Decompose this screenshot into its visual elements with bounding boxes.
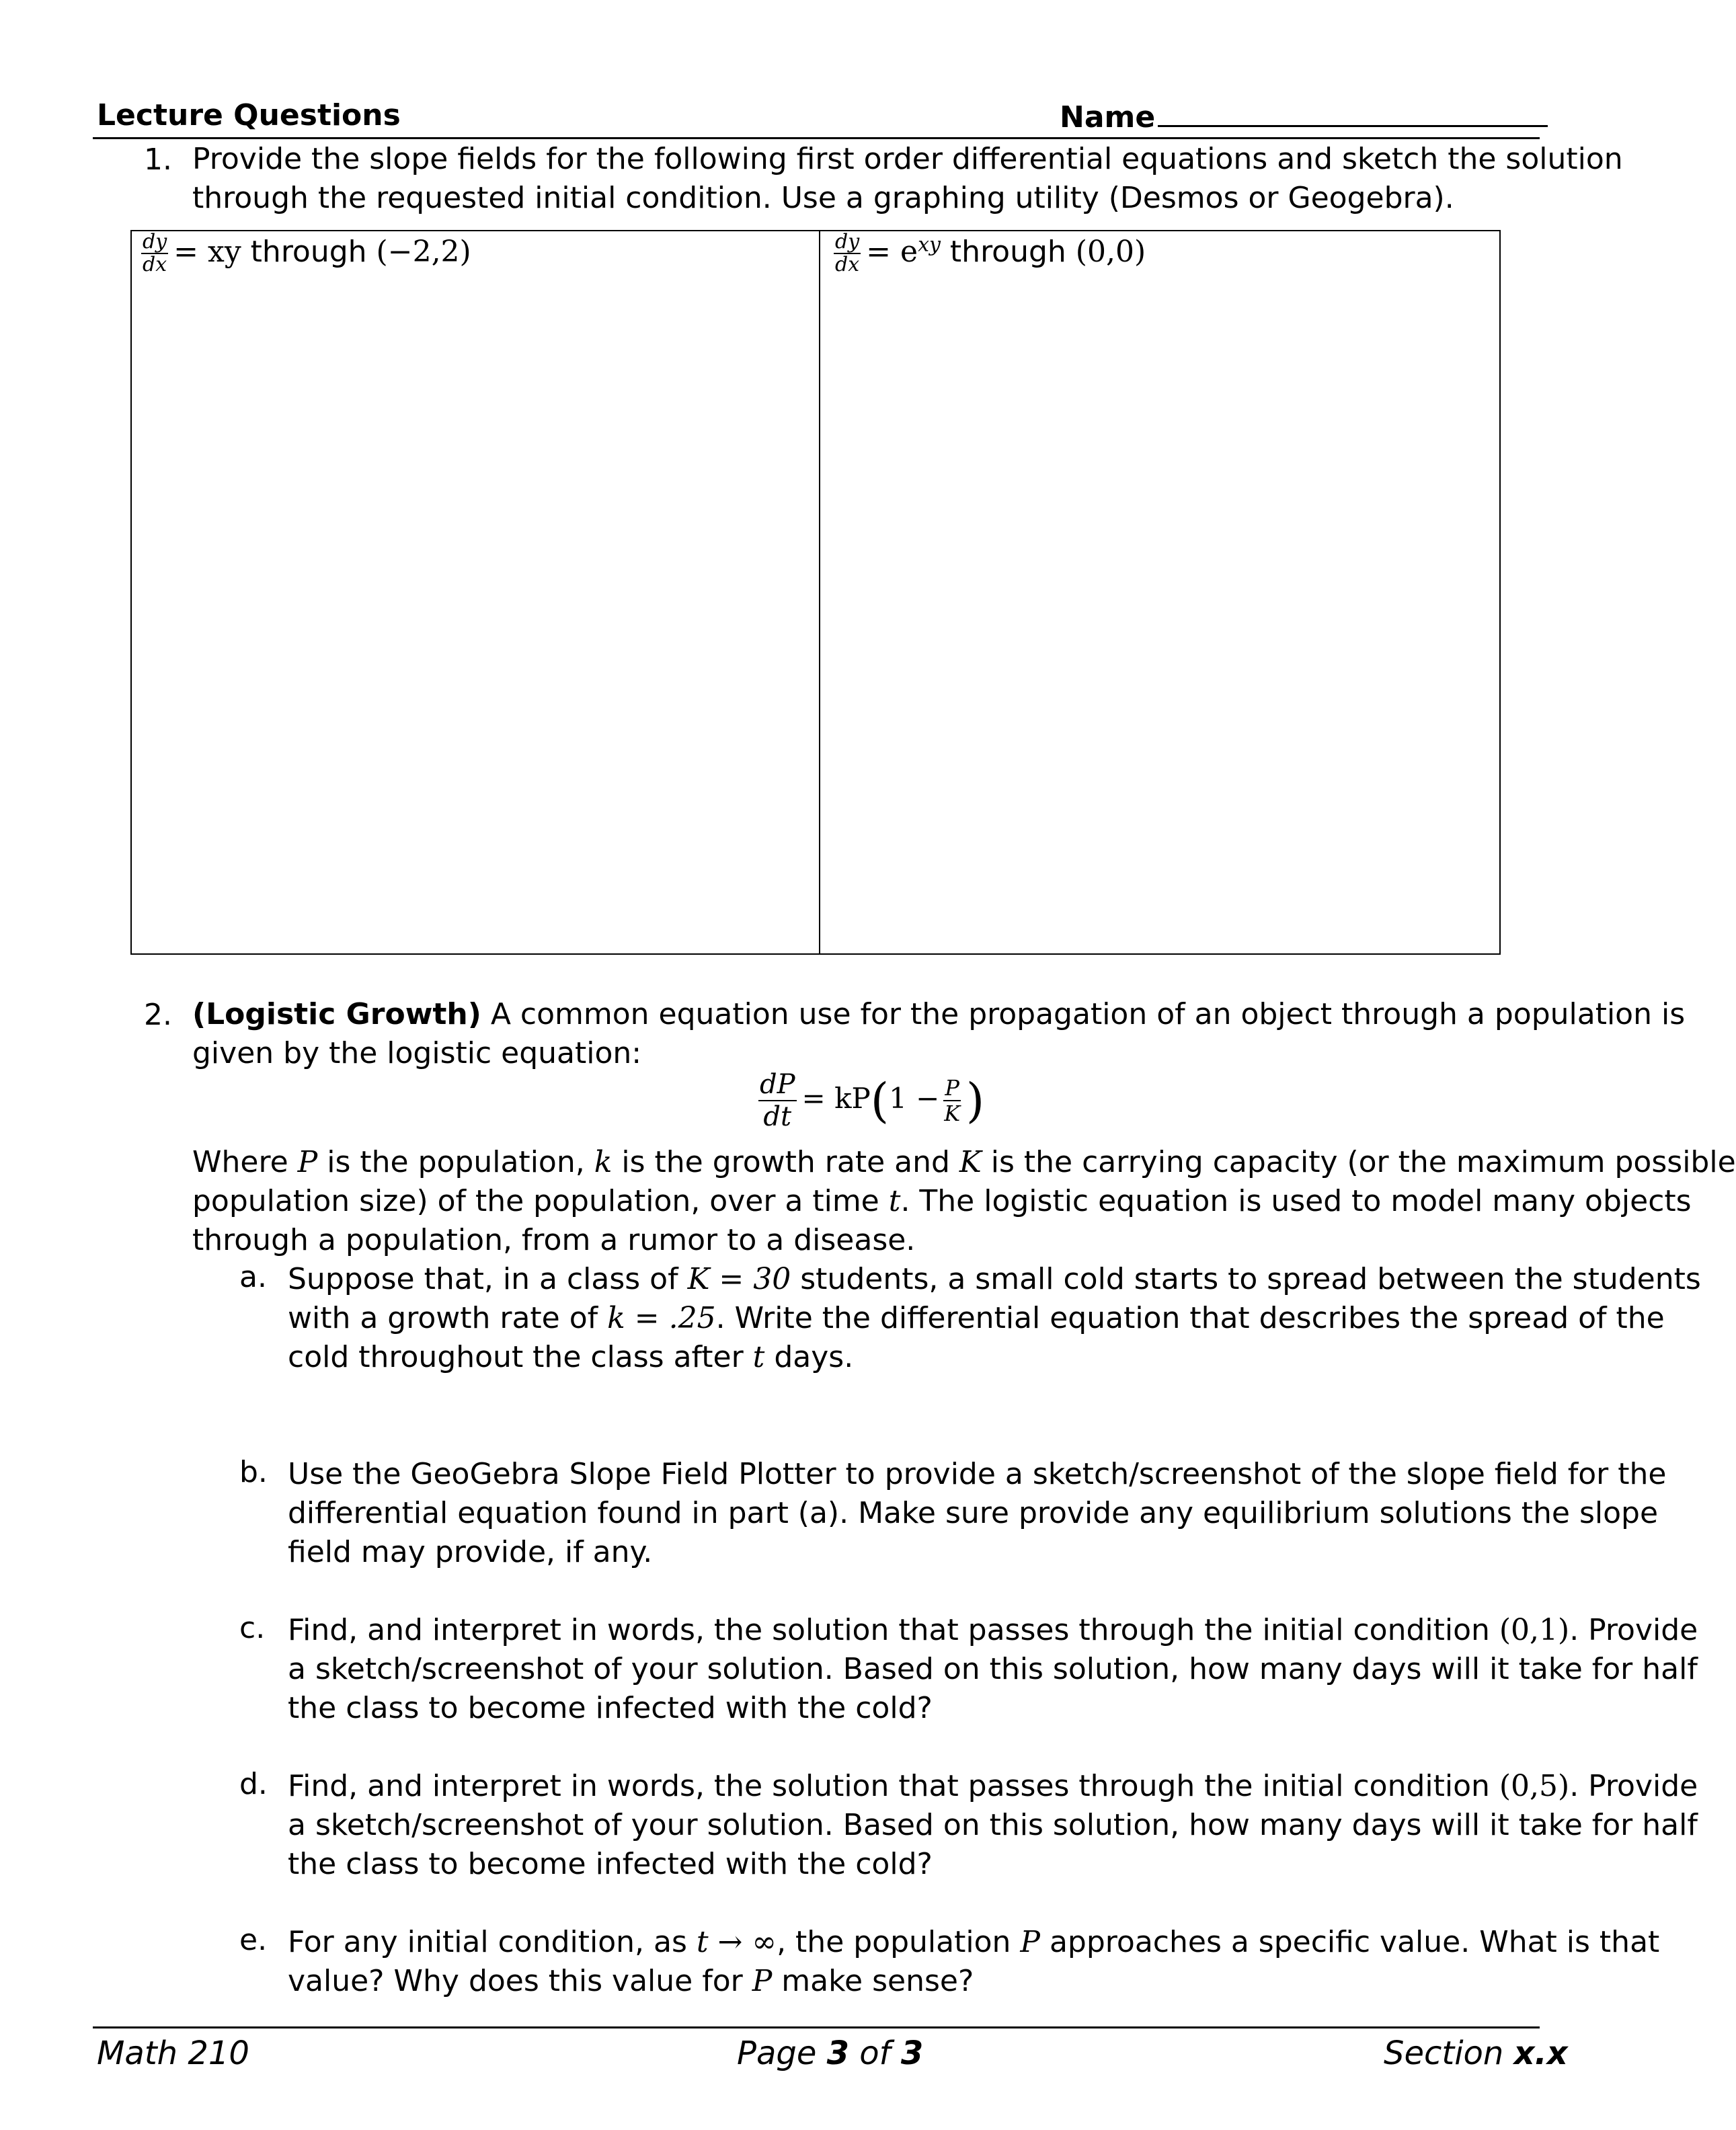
left-box-label [141, 231, 471, 276]
part-d-text: Find, and interpret in words, the solution that passes through the initial condition (0,5). Provide a sketch/screenshot of your solution. Based on this solution, how many days will it take for half the class to become infected with the cold? [288, 1769, 1698, 1881]
right-equation-exponent: xy [918, 233, 941, 257]
part-b-label: b. [239, 1455, 268, 1489]
part-c-label: c. [239, 1611, 266, 1645]
question-2-topic: (Logistic Growth) [192, 997, 481, 1031]
right-box-label [834, 231, 1146, 276]
name-blank-line[interactable] [1158, 98, 1548, 127]
footer-course: Math 210 [97, 2035, 249, 2072]
answer-box-right[interactable] [819, 230, 1501, 955]
question-1-line-2: through the requested initial condition. Use a graphing utility (Desmos or Geogebra). [192, 181, 1454, 215]
left-through-word: through [241, 235, 377, 269]
name-field[interactable] [1060, 98, 1548, 134]
logistic-equation: $\frac{dP}{dt}$ = kP(1 − $\frac{P}{K}$ ) [760, 1069, 985, 1132]
header-rule [93, 137, 1540, 139]
dy-dx-fraction: $\frac{dy}{dx}$ [143, 230, 167, 276]
worksheet-title: Lecture Questions [97, 98, 401, 132]
question-2-number: 2. [144, 998, 172, 1032]
part-b-text: Use the GeoGebra Slope Field Plotter to provide a sketch/screenshot of the slope field for the differential equation found in part (a). Make sure provide any equilibrium solutions the slope field may provide, if any. [288, 1457, 1667, 1569]
right-equation-rhs: = e [866, 235, 918, 269]
part-c-text: Find, and interpret in words, the solution that passes through the initial condition (0,1). Provide a sketch/screenshot of your solution. Based on this solution, how many days will it take for half the class to become infected with the cold? [288, 1613, 1698, 1725]
part-e-text: For any initial condition, as t → ∞, the population P approaches a specific value. What is that value? Why does this value for P make sense? [288, 1925, 1660, 1998]
P-over-K-fraction: $\frac{P}{K}$ [944, 1075, 961, 1126]
equation-kP: = kP [801, 1082, 871, 1115]
footer-section: Section x.x [1384, 2035, 1568, 2072]
part-a-label: a. [239, 1260, 267, 1294]
question-2-line-1: A common equation use for the propagation of an object through a population is [481, 997, 1686, 1031]
footer-page-number: Page 3 of 3 [737, 2035, 924, 2072]
question-2-where-text: Where P is the population, k is the growth rate and K is the carrying capacity (or the maximum possible population size) of the population, over a time t. The logistic equation is used to model many objects through a population, from a rumor to a disease. [192, 1145, 1736, 1257]
equation-one-minus: 1 − [889, 1082, 940, 1115]
question-2-intro [192, 995, 1685, 1073]
part-d-label: d. [239, 1767, 268, 1801]
answer-box-left[interactable] [130, 230, 820, 955]
dy-dx-fraction: $\frac{dy}{dx}$ [835, 230, 860, 276]
question-1-number: 1. [144, 143, 172, 177]
name-label: Name [1060, 100, 1156, 134]
right-initial-point: (0,0) [1075, 235, 1146, 269]
question-1-line-1: Provide the slope fields for the following first order differential equations and sketch the solution [192, 142, 1623, 176]
right-through-word: through [940, 235, 1076, 269]
left-equation-rhs: = xy [173, 235, 241, 269]
left-initial-point: (−2,2) [376, 235, 471, 269]
part-e-label: e. [239, 1923, 268, 1957]
question-1-text [192, 140, 1623, 218]
question-2-line-2: given by the logistic equation: [192, 1036, 642, 1070]
part-a-text: Suppose that, in a class of K = 30 students, a small cold starts to spread between the students with a growth rate of k = .25. Write the differential equation that describes the spread of the cold throughout the class after t days. [288, 1262, 1701, 1374]
dP-dt-fraction: $\frac{dP}{dt}$ [760, 1069, 795, 1132]
footer-rule [93, 2026, 1540, 2028]
